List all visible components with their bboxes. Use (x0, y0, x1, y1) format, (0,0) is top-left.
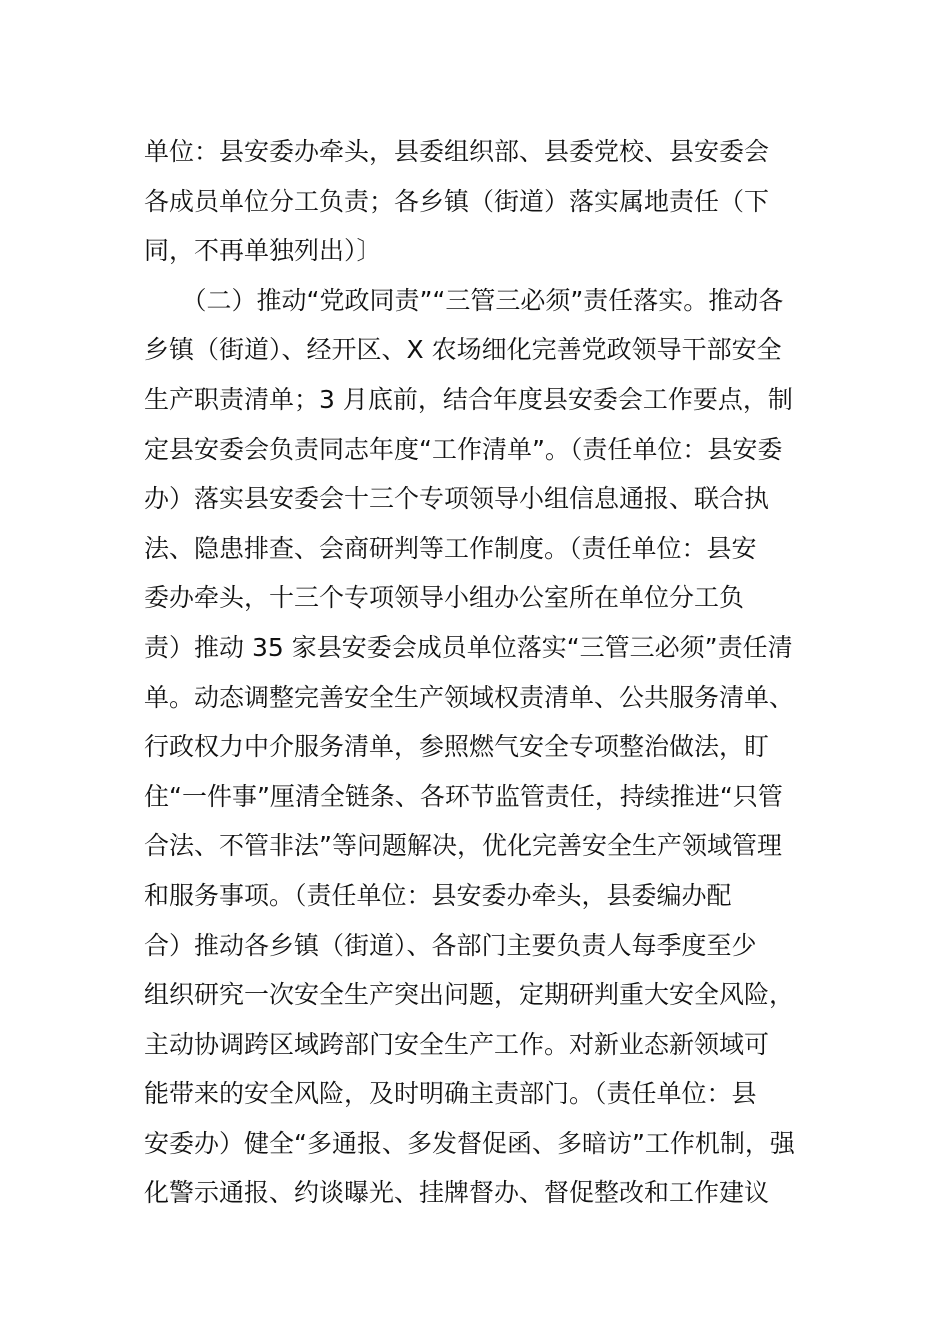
text-line: 住“一件事”厘清全链条、各环节监管责任，持续推进“只管 (144, 781, 783, 811)
text-line: 能带来的安全风险，及时明确主责部门。（责任单位：县 (144, 1079, 757, 1109)
text-line: 主动协调跨区域跨部门安全生产工作。对新业态新领域可 (144, 1029, 770, 1059)
text-line: 责）推动 35 家县安委会成员单位落实“三管三必须”责任清 (144, 632, 793, 662)
text-line: 合）推动各乡镇（街道）、各部门主要负责人每季度至少 (144, 930, 757, 960)
text-line: 定县安委会负责同志年度“工作清单”。（责任单位：县安委 (144, 434, 783, 464)
text-line: 和服务事项。（责任单位：县安委办牵头，县委编办配 (144, 880, 732, 910)
text-line: 行政权力中介服务清单，参照燃气安全专项整治做法，盯 (144, 732, 770, 762)
text-line: 单。动态调整完善安全生产领域权责清单、公共服务清单、 (144, 682, 795, 712)
text-line: 法、隐患排查、会商研判等工作制度。（责任单位：县安 (144, 533, 757, 563)
text-line: 安委办）健全“多通报、多发督促函、多暗访”工作机制，强 (144, 1128, 795, 1158)
text-line: 生产职责清单；3 月底前，结合年度县安委会工作要点，制 (144, 384, 793, 414)
text-line: 各成员单位分工负责；各乡镇（街道）落实属地责任（下 (144, 186, 770, 216)
text-line: 同，不再单独列出）〕 (144, 236, 382, 266)
text-line: 合法、不管非法”等问题解决，优化完善安全生产领域管理 (144, 831, 782, 861)
text-line: 办）落实县安委会十三个专项领导小组信息通报、联合执 (144, 484, 770, 514)
text-line: 乡镇（街道）、经开区、X 农场细化完善党政领导干部安全 (144, 335, 782, 365)
text-line: 化警示通报、约谈曝光、挂牌督办、督促整改和工作建议 (144, 1178, 770, 1208)
body-text (144, 127, 809, 1218)
text-line: 单位：县安委办牵头，县委组织部、县委党校、县安委会 (144, 137, 770, 166)
paragraph-start-line: （二）推动“党政同责”“三管三必须”责任落实。推动各 (144, 285, 784, 315)
text-line: 委办牵头，十三个专项领导小组办公室所在单位分工负 (144, 583, 745, 613)
text-line: 组织研究一次安全生产突出问题，定期研判重大安全风险， (144, 980, 795, 1010)
